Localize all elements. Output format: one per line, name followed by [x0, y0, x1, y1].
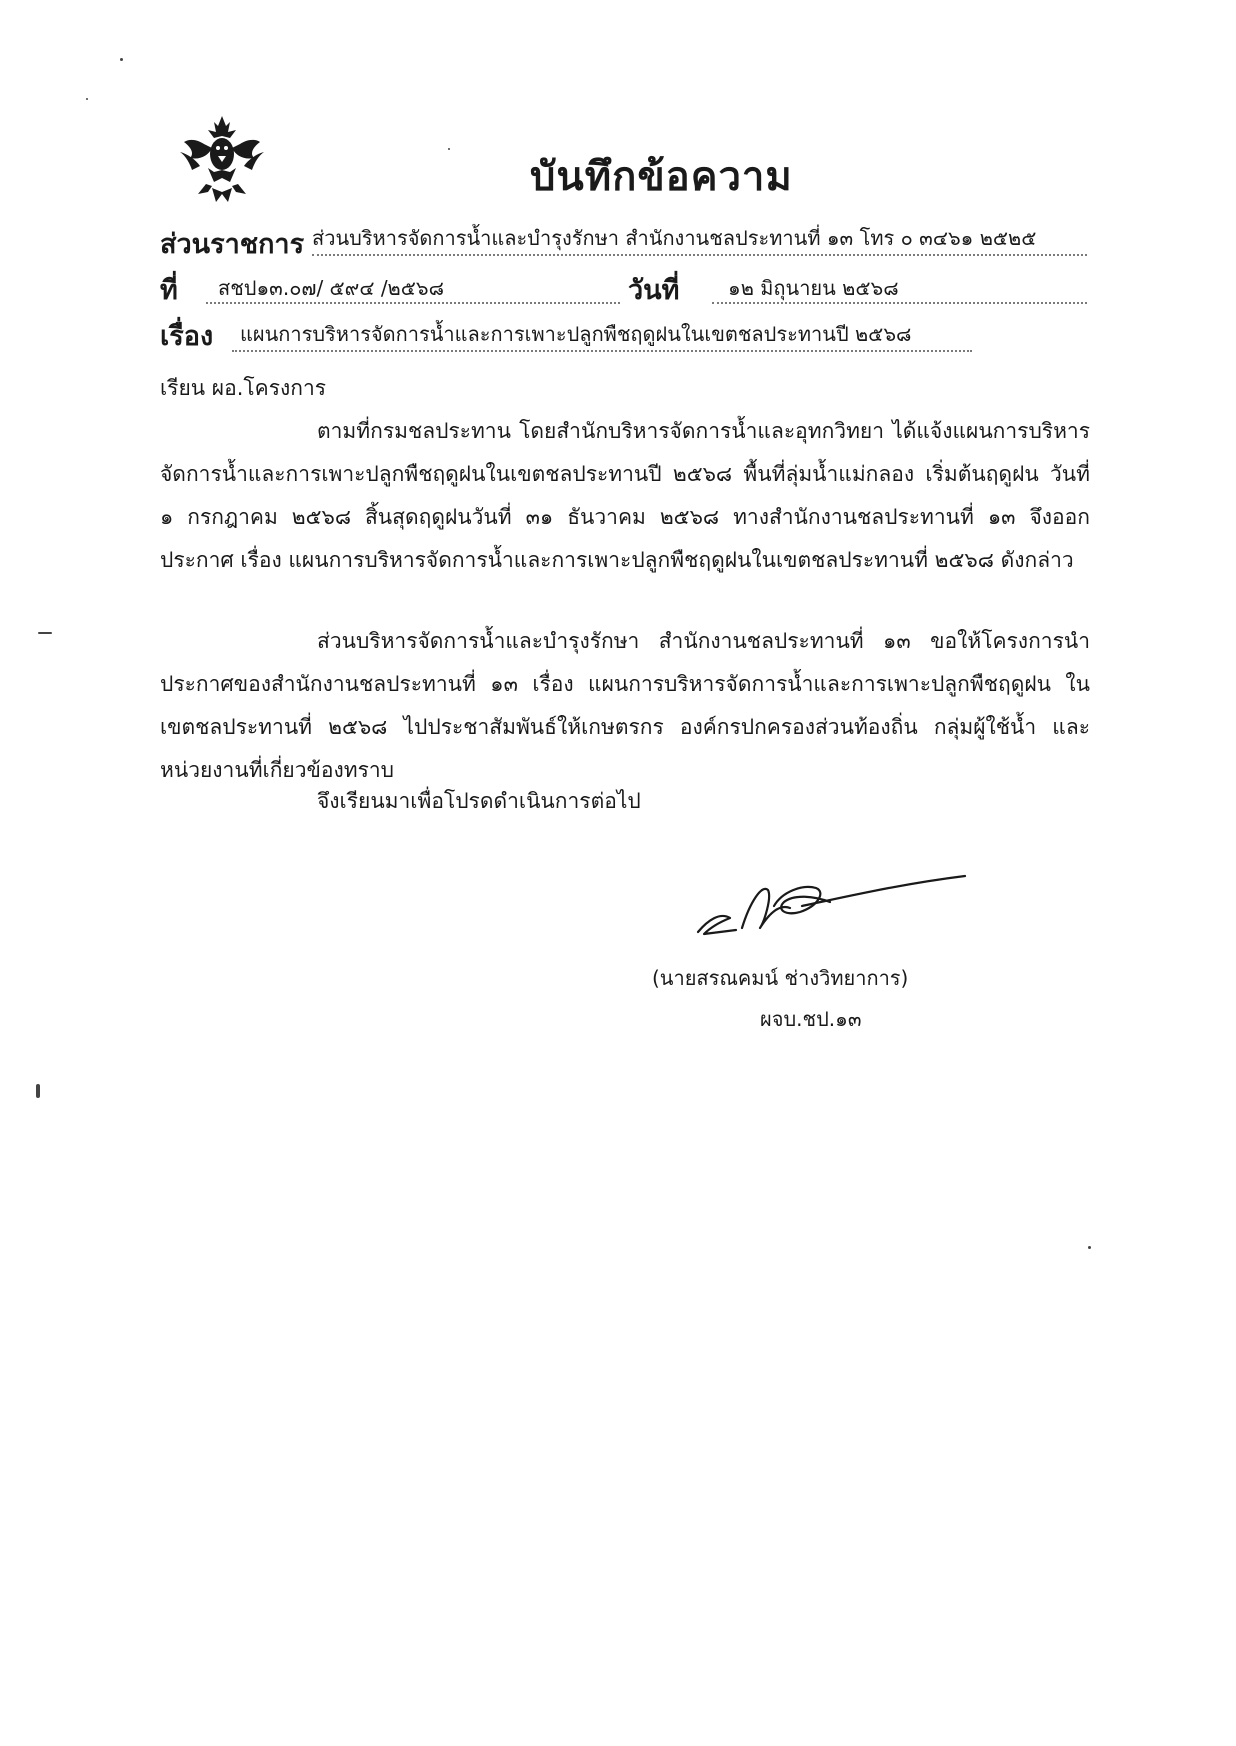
- reference-dotline: [206, 302, 620, 304]
- date-dotline: [712, 302, 1087, 304]
- department-value: ส่วนบริหารจัดการน้ำและบำรุงรักษา สำนักงานชลประทานที่ ๑๓ โทร ๐ ๓๔๖๑ ๒๕๒๕: [312, 226, 1037, 250]
- subject-dotline: [232, 350, 972, 352]
- memo-title: บันทึกข้อความ: [530, 154, 793, 200]
- signer-name: (นายสรณคมน์ ช่างวิทยาการ): [652, 966, 909, 990]
- closing-line: จึงเรียนมาเพื่อโปรดดำเนินการต่อไป: [317, 789, 641, 813]
- date-value: ๑๒ มิถุนายน ๒๕๖๘: [728, 276, 899, 300]
- subject-value: แผนการบริหารจัดการน้ำและการเพาะปลูกพืชฤดูฝนในเขตชลประทานปี ๒๕๖๘: [240, 322, 912, 346]
- scan-speck: [38, 632, 52, 634]
- handwritten-signature: [690, 862, 970, 942]
- reference-label: ที่: [160, 275, 178, 306]
- salutation: เรียน ผอ.โครงการ: [160, 376, 327, 400]
- body-paragraph-1: ตามที่กรมชลประทาน โดยสำนักบริหารจัดการน้ำและอุทกวิทยา ได้แจ้งแผนการบริหารจัดการน้ำและการเพาะปลูกพืชฤดูฝนในเขตชลประทานปี ๒๕๖๘ พื้นที่ลุ่มน้ำแม่กลอง เริ่มต้นฤดูฝน วันที่ ๑ กรกฎาคม ๒๕๖๘ สิ้นสุดฤดูฝนวันที่ ๓๑ ธันวาคม ๒๕๖๘ ทางสำนักงานชลประทานที่ ๑๓ จึงออกประกาศ เรื่อง แผนการบริหารจัดการน้ำและการเพาะปลูกพืชฤดูฝนในเขตชลประทานที่ ๒๕๖๘ ดังกล่าว: [160, 419, 1090, 572]
- scan-speck: [36, 1084, 40, 1098]
- department-label: ส่วนราชการ: [160, 229, 305, 260]
- subject-label: เรื่อง: [160, 321, 214, 352]
- department-dotline: [312, 254, 1087, 256]
- scan-speck: [86, 98, 88, 100]
- scan-speck: [1088, 1246, 1091, 1249]
- reference-value: สชป๑๓.๐๗/ ๕๙๔ /๒๕๖๘: [218, 276, 445, 300]
- garuda-emblem-icon: [178, 108, 266, 206]
- body-paragraph-2: ส่วนบริหารจัดการน้ำและบำรุงรักษา สำนักงานชลประทานที่ ๑๓ ขอให้โครงการนำประกาศของสำนักงานชลประทานที่ ๑๓ เรื่อง แผนการบริหารจัดการน้ำและการเพาะปลูกพืชฤดูฝน ในเขตชลประทานที่ ๒๕๖๘ ไปประชาสัมพันธ์ให้เกษตรกร องค์กรปกครองส่วนท้องถิ่น กลุ่มผู้ใช้น้ำ และหน่วยงานที่เกี่ยวข้องทราบ: [160, 629, 1090, 782]
- scan-speck: [448, 148, 450, 150]
- signer-position: ผจบ.ชป.๑๓: [760, 1007, 862, 1031]
- date-label: วันที่: [628, 275, 680, 306]
- scan-speck: [120, 58, 123, 61]
